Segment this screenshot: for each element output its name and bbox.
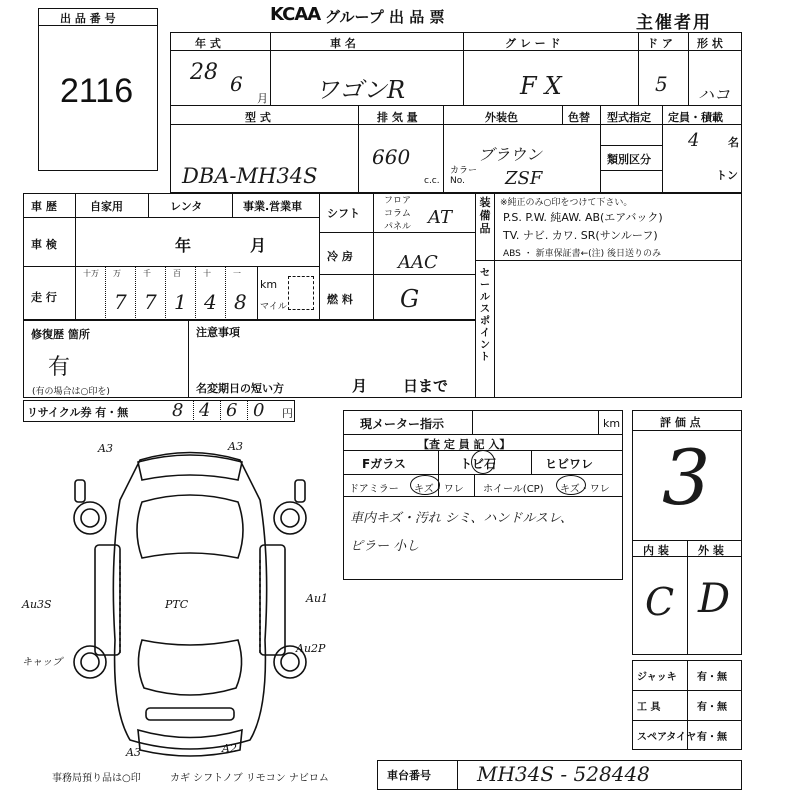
capacity-label: 定員・積載 <box>668 111 723 124</box>
inspector-label: 【査 定 員 記 入】 <box>418 438 511 451</box>
diagram-mark-a2-rear: A2 <box>222 742 237 755</box>
month-unit: 月 <box>257 92 268 105</box>
lot-label: 出 品 番 号 <box>60 12 116 25</box>
brand-logo: KCAA <box>270 4 321 25</box>
mileage-digit: 7 <box>144 290 157 314</box>
mileage-unit: 万 <box>113 269 121 278</box>
ac-label: 冷 房 <box>327 250 353 263</box>
shift-value: AT <box>428 207 453 228</box>
notes-label: 注意事項 <box>196 326 240 339</box>
equip-label: 装 備 品 <box>479 196 491 235</box>
business-label: 事業.営業車 <box>243 200 303 213</box>
capacity-unit: 名 <box>728 136 739 149</box>
inspection-note1: 車内キズ・汚れ シミ、ハンドルスレ、 <box>350 511 573 526</box>
cc-unit: c.c. <box>424 176 440 186</box>
recycle-label: リサイクル券 有・無 <box>27 406 129 419</box>
shift-option-column: コラム <box>384 209 411 219</box>
diagram-mark-a3-front-left: A3 <box>98 442 113 455</box>
ton-unit: トン <box>716 169 738 182</box>
shift-label: シフト <box>327 207 360 220</box>
diagram-mark-au3s: Au3S <box>22 598 52 611</box>
fuel-value: G <box>400 285 420 313</box>
mileage-digit: 4 <box>204 290 217 314</box>
shift-option-panel: パネル <box>384 222 412 232</box>
diagram-mark-au2p: Au2P <box>296 642 326 655</box>
score-label: 評 価 点 <box>660 416 701 429</box>
glass-label: Fガラス <box>362 457 406 471</box>
mirror-label: ドアミラー <box>349 484 399 495</box>
mileage-unit: 十万 <box>83 269 99 278</box>
interior-label: 内 装 <box>643 544 669 557</box>
diagram-mark-ptc: PTC <box>165 598 189 611</box>
meter-label: 現メーター指示 <box>360 417 445 431</box>
form-title: グループ 出 品 票 <box>325 8 445 26</box>
exterior-value: D <box>698 576 731 622</box>
name-change-label: 名変期日の短い方 <box>196 382 284 395</box>
tool-value: 有・無 <box>697 732 727 743</box>
inspection-label: 車 検 <box>31 238 57 251</box>
recycle-unit: 円 <box>282 407 293 420</box>
color-no-label: カラー No. <box>450 166 478 186</box>
door-label: ド ア <box>647 37 673 50</box>
wheel-options: キズ・ワレ <box>560 484 610 495</box>
interior-value: C <box>645 580 675 624</box>
diagram-mark-a3-front-right: A3 <box>228 440 243 453</box>
exterior-label: 外 装 <box>698 544 724 557</box>
category-label: 類別区分 <box>607 153 651 166</box>
mileage-label: 走 行 <box>31 291 57 304</box>
car-diagram <box>22 440 329 770</box>
name-label: 車 名 <box>330 37 356 50</box>
glass-options: トビ石 <box>460 457 497 471</box>
office-items: カギ シフトノブ リモコン ナビロム <box>170 773 329 784</box>
repair-note: (有の場合は○印を) <box>32 387 110 397</box>
inspection-year: 年 <box>175 236 192 255</box>
recycle-digit: 8 <box>172 400 184 421</box>
mileage-unit: 百 <box>173 269 181 278</box>
score-value: 3 <box>662 433 711 522</box>
mileage-digit: 1 <box>174 290 187 314</box>
wheel-label: ホイール(CP) <box>483 484 544 495</box>
mileage-unit: 一 <box>233 269 241 278</box>
diagram-mark-au1: Au1 <box>306 592 329 605</box>
inspection-month: 月 <box>250 236 267 255</box>
mileage-digit: 7 <box>114 290 127 314</box>
model-label: 型 式 <box>245 111 271 124</box>
name-change-month: 月 <box>352 377 368 395</box>
sales-point-label: セールスポイント <box>480 268 490 363</box>
car-name-value: ワゴンR <box>315 76 406 104</box>
equip-line3: ABS ・ 新車保証書←(注) 後日送りのみ <box>503 249 662 259</box>
mirror-options: キズ・ワレ <box>414 484 464 495</box>
equip-line2: TV. ナビ. カワ. SR(サンルーフ) <box>503 229 658 242</box>
repair-value: 有 <box>48 355 71 380</box>
ac-value: AAC <box>398 252 438 273</box>
recycle-digit: 6 <box>226 400 238 421</box>
inspection-note2: ピラー 小し <box>350 539 420 554</box>
km-label: km <box>260 278 278 291</box>
office-note: 事務局預り品は○印 <box>52 773 141 784</box>
lot-number: 2116 <box>60 72 134 110</box>
diagram-mark-a3-rear: A3 <box>126 746 141 759</box>
chassis-label: 車台番号 <box>387 769 431 782</box>
mileage-digit: 8 <box>234 290 247 314</box>
rental-label: レンタ <box>170 200 203 213</box>
capacity-value: 4 <box>688 130 700 151</box>
organizer-label: 主催者用 <box>636 13 712 33</box>
recycle-digit: 4 <box>199 400 211 421</box>
diagram-mark-cap: キャップ <box>22 657 62 668</box>
shift-option-floor: フロア <box>384 196 412 206</box>
tool-value: 有・無 <box>697 702 727 713</box>
color-label: 外装色 <box>485 111 518 124</box>
grade-label: グ レ ー ド <box>505 37 561 50</box>
repair-label: 修復歴 箇所 <box>31 328 90 341</box>
color-swap-label: 色替 <box>568 111 590 124</box>
tool-value: 有・無 <box>697 672 727 683</box>
type-designation-label: 型式指定 <box>607 111 651 124</box>
equip-note: ※純正のみ○印をつけて下さい。 <box>500 198 633 208</box>
mileage-unit: 十 <box>203 269 211 278</box>
grade-value: FX <box>520 72 570 100</box>
tool-label: 工 具 <box>637 702 661 713</box>
glass-crack: ヒビワレ <box>545 457 594 471</box>
displacement-label: 排 気 量 <box>377 111 418 124</box>
month-value: 6 <box>230 72 243 96</box>
chassis-value: MH34S - 528448 <box>477 762 650 786</box>
model-value: DBA-MH34S <box>182 164 318 188</box>
color-value: ブラウン <box>478 145 543 164</box>
year-label: 年 式 <box>195 37 221 50</box>
door-value: 5 <box>655 72 668 96</box>
fuel-label: 燃 料 <box>327 293 353 306</box>
equip-line1: P.S. P.W. 純AW. AB(エアバック) <box>503 211 663 224</box>
private-label: 自家用 <box>90 200 123 213</box>
mile-label: マイル <box>260 302 287 312</box>
recycle-digit: 0 <box>253 400 265 421</box>
shape-label: 形 状 <box>697 37 723 50</box>
mileage-unit: 千 <box>143 269 151 278</box>
year-value: 28 <box>190 60 218 85</box>
meter-km: km <box>603 417 621 430</box>
displacement-value: 660 <box>372 145 411 169</box>
name-change-day: 日まで <box>403 377 449 395</box>
tool-label: ジャッキ <box>637 672 677 683</box>
shape-value: ハコ <box>698 85 731 104</box>
color-no-value: ZSF <box>505 168 543 189</box>
tool-label: スペアタイヤ <box>637 732 697 743</box>
history-label: 車 歴 <box>31 200 57 213</box>
